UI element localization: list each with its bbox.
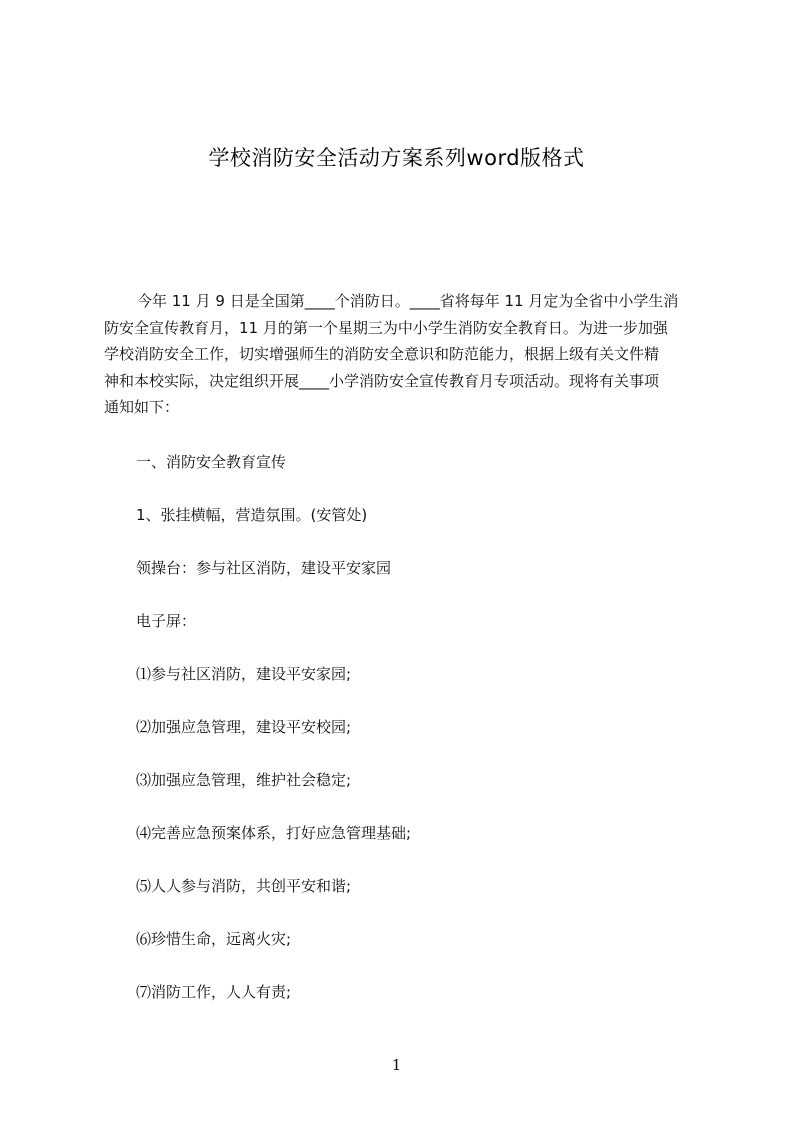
intro-line: 学校消防安全工作，切实增强师生的消防安全意识和防范能力，根据上级有关文件精 bbox=[104, 345, 660, 363]
slogan-item: ⑹珍惜生命，远离火灾; bbox=[136, 930, 292, 948]
intro-line: 防安全宣传教育月，11 月的第一个星期三为中小学生消防安全教育日。为进一步加强 bbox=[104, 318, 668, 337]
intro-paragraph bbox=[104, 288, 698, 421]
section-heading: 一、消防安全教育宣传 bbox=[136, 453, 287, 471]
slogan-item: ⑴参与社区消防，建设平安家园; bbox=[136, 665, 352, 683]
slogan-item: ⑶加强应急管理，维护社会稳定; bbox=[136, 771, 352, 789]
page-number: 1 bbox=[391, 1056, 402, 1074]
document-title: 学校消防安全活动方案系列word版格式 bbox=[208, 146, 585, 170]
slogan-item: ⑸人人参与消防，共创平安和谐; bbox=[136, 877, 352, 895]
intro-line: 今年 11 月 9 日是全国第____个消防日。____省将每年 11 月定为全省中小学生消 bbox=[137, 292, 679, 310]
intro-line: 神和本校实际，决定组织开展____小学消防安全宣传教育月专项活动。现将有关事项 bbox=[104, 371, 660, 390]
slogan-item: ⑺消防工作，人人有责; bbox=[136, 983, 292, 1001]
intro-line: 通知如下： bbox=[104, 398, 180, 416]
slogan-item: ⑷完善应急预案体系，打好应急管理基础; bbox=[136, 824, 412, 842]
subsection-heading: 1、张挂横幅，营造氛围。(安管处) bbox=[136, 506, 368, 524]
podium-banner-text: 领操台：参与社区消防，建设平安家园 bbox=[136, 559, 392, 577]
slogan-item: ⑵加强应急管理，建设平安校园; bbox=[136, 718, 352, 736]
screen-label: 电子屏： bbox=[136, 612, 197, 630]
